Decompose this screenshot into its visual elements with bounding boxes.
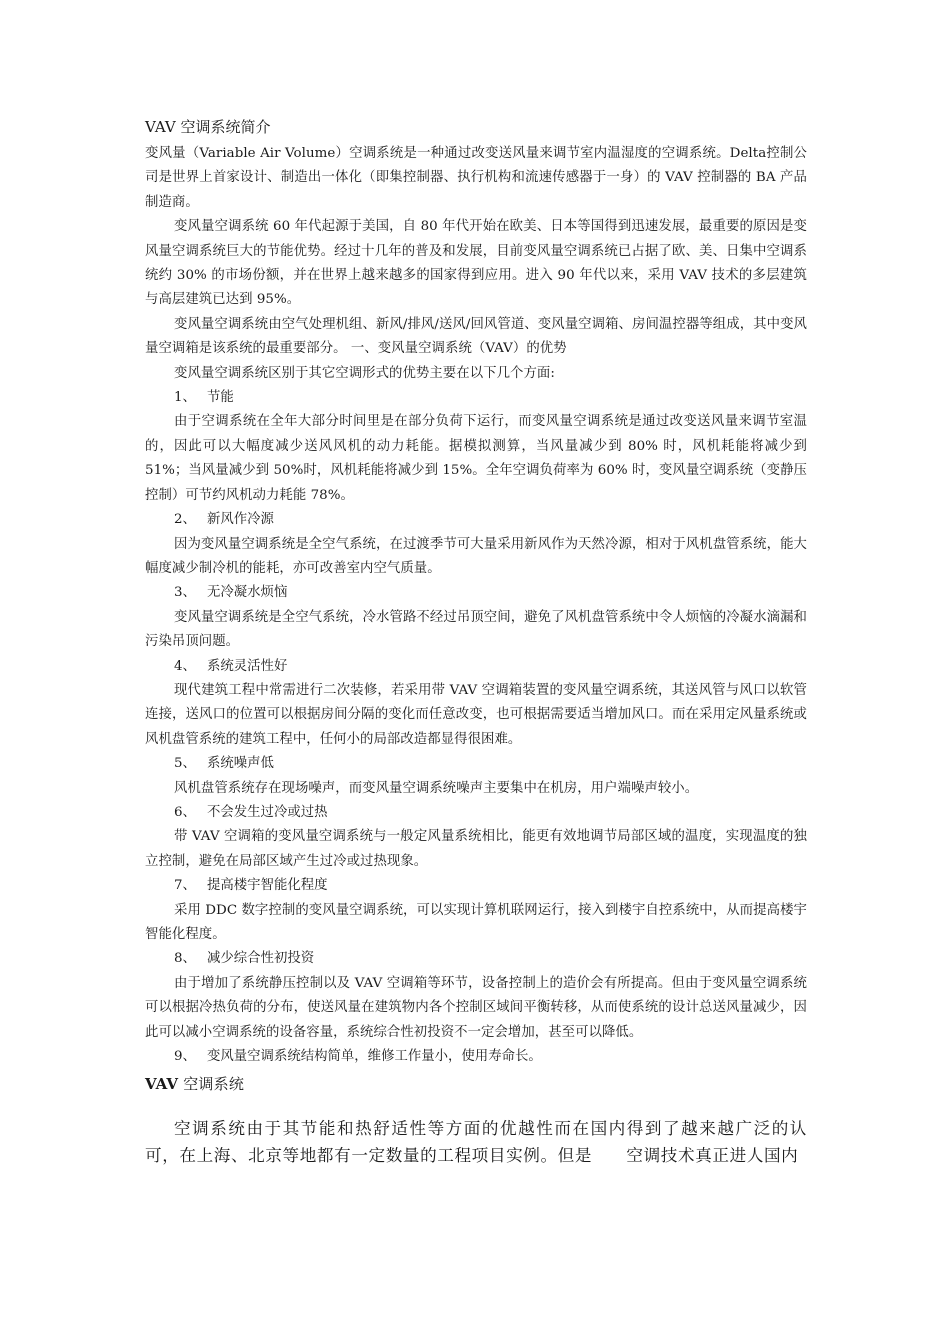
spacer (145, 1095, 807, 1116)
item-heading-2: 2、 新风作冷源 (174, 512, 274, 528)
document-body (145, 115, 807, 1169)
item-body-6: 带 VAV 空调箱的变风量空调系统与一般定风量系统相比，能更有效地调节局部区域的温度，实现温度的独立控制，避免在局部区域产生过冷或过热现象。 (145, 829, 807, 869)
item-body-5: 风机盘管系统存在现场噪声，而变风量空调系统噪声主要集中在机房，用户端噪声较小。 (174, 780, 699, 796)
document-title: VAV 空调系统简介 (145, 118, 271, 136)
item-body-8: 由于增加了系统静压控制以及 VAV 空调箱等环节，设备控制上的造价会有所提高。但由于变风量空调系统可以根据冷热负荷的分布，使送风量在建筑物内各个控制区域间平衡转移，从而使系统的设计总送风量减少，因此可以减小空调系统的设备容量，系统综合性初投资不一定会增加，甚至可以降低。 (145, 975, 807, 1040)
item-body-4: 现代建筑工程中常需进行二次装修，若采用带 VAV 空调箱装置的变风量空调系统，其送风管与风口以软管连接，送风口的位置可以根据房间分隔的变化而任意改变，也可根据需要适当增加风口。而在采用定风量系统或风机盘管系统的建筑工程中，任何小的局部改造都显得很困难。 (145, 682, 807, 747)
item-heading-1: 1、 节能 (174, 390, 234, 406)
item-body-2: 因为变风量空调系统是全空气系统，在过渡季节可大量采用新风作为天然冷源，相对于风机盘管系统，能大幅度减少制冷机的能耗，亦可改善室内空气质量。 (145, 536, 807, 576)
item-heading-9: 9、 变风量空调系统结构简单，维修工作量小，使用寿命长。 (174, 1049, 542, 1065)
item-body-7: 采用 DDC 数字控制的变风量空调系统，可以实现计算机联网运行，接入到楼宇自控系统中，从而提高楼宇智能化程度。 (145, 902, 807, 942)
intro-paragraph-1: 变风量（Variable Air Volume）空调系统是一种通过改变送风量来调节室内温湿度的空调系统。Delta控制公司是世界上首家设计、制造出一体化（即集控制器、执行机构和流速传感器于一身）的 VAV 控制器的 BA 产品制造商。 (145, 146, 807, 210)
item-heading-5: 5、 系统噪声低 (174, 756, 274, 772)
item-heading-8: 8、 减少综合性初投资 (174, 951, 315, 967)
intro-paragraph-2: 变风量空调系统 60 年代起源于美国，自 80 年代开始在欧美、日本等国得到迅速发展，最重要的原因是变风量空调系统巨大的节能优势。经过十几年的普及和发展，目前变风量空调系统已占据了欧、美、日集中空调系统约 30% 的市场份额，并在世界上越来越多的国家得到应用。进入 90 年代以来，采用 VAV 技术的多层建筑与高层建筑已达到 95%。 (145, 219, 807, 308)
item-body-3: 变风量空调系统是全空气系统，冷水管路不经过吊顶空间，避免了风机盘管系统中令人烦恼的冷凝水滴漏和污染吊顶问题。 (145, 609, 807, 650)
intro-paragraph-4: 变风量空调系统区别于其它空调形式的优势主要在以下几个方面: (174, 365, 555, 381)
intro-paragraph-3: 变风量空调系统由空气处理机组、新风/排风/送风/回风管道、变风量空调箱、房间温控器等组成，其中变风量空调箱是该系统的最重要部分。 一、变风量空调系统（VAV）的优势 (145, 316, 807, 357)
section-2-paragraph: 空调系统由于其节能和热舒适性等方面的优越性而在国内得到了越来越广泛的认可，在上海、北京等地都有一定数量的工程项目实例。但是 空调技术真正进人国内 (145, 1119, 807, 1165)
item-heading-6: 6、 不会发生过冷或过热 (174, 804, 328, 820)
section-2-title: VAV 空调系统 (145, 1075, 245, 1094)
item-heading-7: 7、 提高楼宇智能化程度 (174, 878, 328, 894)
item-heading-3: 3、 无冷凝水烦恼 (174, 585, 288, 601)
item-body-1: 由于空调系统在全年大部分时间里是在部分负荷下运行，而变风量空调系统是通过改变送风量来调节室温的，因此可以大幅度减少送风风机的动力耗能。据模拟测算，当风量减少到 80% 时，风机耗能将减少到 51%；当风量减少到 50%时，风机耗能将减少到 15%。全年空调负荷率为 60% 时，变风量空调系统（变静压控制）可节约风机动力耗能 78%。 (145, 414, 807, 503)
item-heading-4: 4、 系统灵活性好 (174, 658, 288, 674)
